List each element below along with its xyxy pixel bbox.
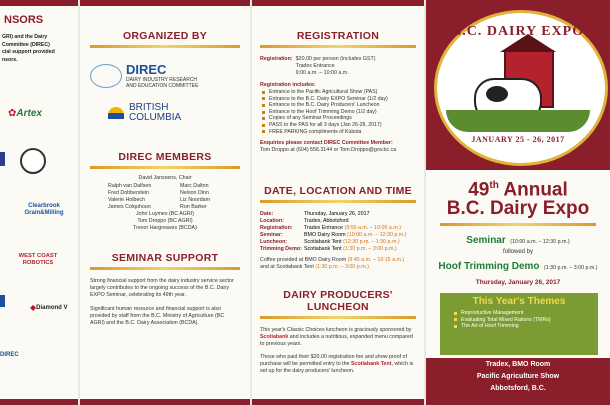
include-item: Entrance to the B.C. Dairy EXPO Seminar (1/2 day) <box>262 96 424 103</box>
clearbrook-logo: Clearbrook Grain&Milling <box>24 203 64 216</box>
schedule-row: Luncheon: Scotiabank Tent (12:30 p.m. – 1:30 p.m.) <box>260 239 400 246</box>
theme-item: Reproductive Management <box>454 310 598 317</box>
sponsors-panel <box>0 0 78 405</box>
direc-title: DIREC <box>126 62 167 77</box>
include-item: Entrance to the Pacific Agricultural Show (PAS) <box>262 89 424 96</box>
schedule-row: Seminar: BMO Dairy Room (10:00 a.m. – 12:30 p.m.) <box>260 232 407 239</box>
enquiries-text: Enquiries please contact DIREC Committee Member: <box>260 140 393 147</box>
coffee-line-2: and at Scotiabank Tent (1:30 p.m. – 3:00 p.m.). <box>260 264 371 271</box>
include-item: Entrance to the Hoof Trimming Demo (1/2 day) <box>262 109 424 116</box>
member-name: Trevor Hargreaves (BCDA) <box>133 225 197 231</box>
sponsors-text-line: GRI) and the Dairy <box>2 34 48 40</box>
include-item: Copies of any Seminar Proceedings <box>262 115 424 122</box>
registration-includes-label: Registration includes: <box>260 82 316 88</box>
theme-item: Evaluating Total Mixed Rations (TMRs) <box>454 317 598 324</box>
member-name: Ralph van Dalfsen <box>108 183 152 189</box>
bc-line1: BRITISH <box>129 102 169 113</box>
venue-line-3: Abbotsford, B.C. <box>490 385 546 392</box>
sponsor-badge-small-2 <box>0 295 5 307</box>
member-name: Tom Droppo (BC AGRI) <box>137 218 193 224</box>
include-item: PASS to the PAS for all 3 days (Jan 26-28, 2017) <box>262 122 424 129</box>
members-chair: David Janssens, Chair <box>138 175 192 181</box>
direc-sub2: AND EDUCATION COMMITTEE <box>126 83 199 89</box>
sponsors-text-line: nsors. <box>2 56 18 63</box>
sponsors-text-line: Committee (DIREC) <box>2 41 50 48</box>
member-name: John Luymes (BC AGRI) <box>136 211 194 217</box>
sponsor-badge-logo <box>20 148 46 174</box>
registration-panel <box>252 0 424 405</box>
expo-title: B.C. Dairy Expo <box>446 198 590 220</box>
cover-date: Thursday, January 26, 2017 <box>475 279 561 287</box>
sponsor-badge-small <box>0 152 5 166</box>
maple-leaf-icon: ✿ <box>8 108 17 119</box>
diamond-v-logo: ◆ Diamond V <box>30 303 68 312</box>
hoof-line: Hoof Trimming Demo (1:30 p.m. – 3:00 p.m.) <box>438 261 598 273</box>
followed-by: followed by <box>502 249 534 256</box>
registration-label: Registration: <box>260 56 293 62</box>
direc-small-logo: DIREC <box>0 352 19 358</box>
grass-icon <box>446 110 590 132</box>
bc-logo <box>108 103 250 123</box>
organized-heading: ORGANIZED BY <box>122 30 208 42</box>
luncheon-p2: Those who paid their $20.00 registration fee and show proof of purchase will be permitted entry to the Scotiabank Tent, which is set up for the dairy producers' luncheon. <box>260 354 414 375</box>
logo-dates: JANUARY 25 - 26, 2017 <box>471 135 565 144</box>
themes-box <box>440 293 598 355</box>
members-heading: DIREC MEMBERS <box>118 151 212 163</box>
member-name: Marc Dalton <box>180 183 209 189</box>
member-name: Fred Dobberstein <box>108 190 149 196</box>
barn-roof-icon <box>500 34 556 52</box>
seminar-support-p2: Significant human resource and financial support is also provided by staff from the B.C. Ministry of Agriculture (BC AGRI) and the B.C. Dairy Association (BCDA). <box>90 306 225 326</box>
bc-line2: COLUMBIA <box>129 112 182 123</box>
logo-title: B.C. DAIRY EXPO <box>451 24 585 39</box>
schedule-row: Trimming Demo: Scotiabank Tent (1:30 p.m. – 3:00 p.m.) <box>260 246 397 253</box>
registration-price: $20.00 per person (includes GST) <box>295 56 376 62</box>
schedule-row: Registration: Tradex Entrance (9:00 a.m. – 10:00 a.m.) <box>260 225 401 232</box>
luncheon-p1: This year's Classic Choices luncheon is graciously sponsored by Scotiabank and includes a nutritious, expanded menu compared to previous years. <box>260 327 413 348</box>
artex-logo: ✿ Artex <box>8 108 42 119</box>
schedule-row: Location: Tradex, Abbotsford <box>260 218 349 225</box>
venue-line-1: Tradex, BMO Room <box>485 361 551 368</box>
sponsors-text-line: cial support provided <box>2 49 55 55</box>
member-name: James Colquhoun <box>108 204 151 210</box>
diamond-icon: ◆ <box>30 303 37 312</box>
registration-time: 9:00 a.m. – 10:00 a.m. <box>295 70 349 76</box>
annual-title: 49th Annual <box>468 179 568 201</box>
contact-text: Tom Droppo at (604) 556.3144 or Tom.Droppo@gov.bc.ca <box>260 147 397 154</box>
date-location-heading: DATE, LOCATION AND TIME <box>264 185 412 198</box>
luncheon-heading: DAIRY PRODUCERS' LUNCHEON <box>283 289 393 314</box>
cow-spot-icon <box>486 86 508 102</box>
include-item: Entrance to the B.C. Dairy Producers' Luncheon <box>262 102 424 109</box>
member-name: Ron Barker <box>180 204 207 210</box>
direc-sub1: DAIRY INDUSTRY RESEARCH <box>126 77 198 83</box>
schedule-row: Date: Thursday, January 26, 2017 <box>260 211 370 218</box>
cover-header <box>426 0 610 170</box>
west-coast-robotics-logo: WEST COAST ROBOTICS <box>18 253 58 266</box>
seminar-support-heading: SEMINAR SUPPORT <box>111 252 219 264</box>
seminar-support-p1: Strong financial support from the dairy industry service sector largely contributes to the ongoing success of the B.C. Dairy EXPO Seminar, celebrating its 49th year. <box>90 278 234 298</box>
bc-sun-icon <box>108 107 124 119</box>
venue-footer <box>426 358 610 405</box>
theme-item: The Art of Hoof Trimming <box>454 323 598 330</box>
member-name: Valerie Holbech <box>108 197 146 203</box>
themes-heading: This Year's Themes <box>472 296 566 307</box>
direc-logo <box>90 62 250 89</box>
include-item: FREE PARKING compliments of Kubota <box>262 129 424 136</box>
sponsors-heading: NSORS <box>4 14 44 26</box>
registration-heading: REGISTRATION <box>296 30 380 42</box>
registration-entrance: Tradex Entrance <box>295 63 335 69</box>
direc-cow-icon <box>90 64 122 88</box>
venue-line-2: Pacific Agriculture Show <box>476 373 560 380</box>
member-name: Liz Noordam <box>180 197 211 203</box>
coffee-line-1: Coffee provided at BMO Dairy Room (9:45 a.m. – 10:15 a.m.) <box>260 257 405 264</box>
organized-panel <box>80 0 250 405</box>
member-name: Nelson Dinn <box>180 190 209 196</box>
cover-panel <box>426 0 610 405</box>
seminar-line: Seminar (10:00 a.m. – 12:30 p.m.) <box>466 235 570 247</box>
